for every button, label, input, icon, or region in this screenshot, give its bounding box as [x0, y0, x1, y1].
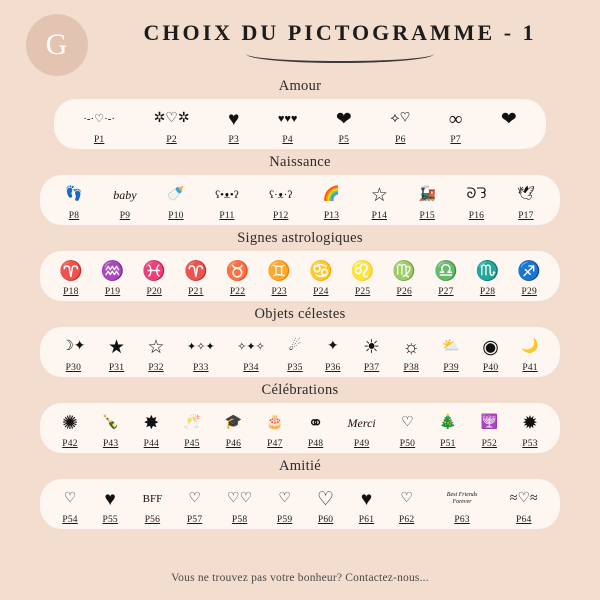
pictogram-item[interactable] — [134, 104, 209, 145]
pictogram-code: P55 — [102, 515, 118, 525]
pictogram-row — [40, 175, 560, 225]
pictogram-item[interactable] — [217, 256, 259, 297]
pictogram-code: P49 — [353, 439, 370, 449]
pictogram-item[interactable] — [336, 408, 388, 449]
logo-letter: G — [45, 28, 69, 61]
taurus-bull-icon: ♉ — [225, 260, 250, 282]
christmas-tree-icon: 🎄 — [439, 415, 457, 430]
pictogram-code: P17 — [518, 211, 534, 221]
twinkle-star-icon: ✦ — [326, 339, 339, 354]
pictogram-code: P45 — [184, 439, 200, 449]
pictogram-item[interactable] — [175, 484, 215, 525]
pictogram-code: P25 — [354, 287, 371, 297]
pictogram-item[interactable] — [50, 256, 92, 297]
pictogram-code: P27 — [438, 287, 454, 297]
pictogram-item[interactable] — [451, 180, 502, 221]
pictogram-item[interactable] — [300, 256, 342, 297]
champagne-bottle-popping-icon: 🍾 — [101, 415, 120, 430]
pictogram-code: P51 — [440, 439, 456, 449]
pictogram-code: P20 — [146, 287, 162, 297]
sparkler-fireworks-icon: ✸ — [143, 412, 160, 434]
pictogram-code: P34 — [243, 363, 259, 373]
leo-lion-icon: ♌ — [350, 260, 375, 282]
pictogram-item[interactable] — [296, 408, 336, 449]
pictogram-code: P6 — [395, 135, 406, 145]
pictogram-code: P35 — [287, 363, 303, 373]
pictogram-item[interactable] — [391, 332, 431, 373]
pictogram-item[interactable] — [98, 180, 152, 221]
pictogram-code: P32 — [148, 363, 164, 373]
star-outline-icon: ☆ — [370, 184, 388, 206]
pictogram-item[interactable] — [510, 408, 550, 449]
aries-symbol-icon: ♈ — [184, 260, 208, 282]
hands-forming-heart-icon: ♡ — [63, 491, 77, 506]
section-naissance — [0, 154, 600, 225]
merci-script-icon: Merci — [347, 416, 376, 430]
title-underline-swash — [246, 54, 434, 63]
pictogram-item[interactable] — [497, 484, 550, 525]
pictogram-code: P13 — [323, 211, 340, 221]
pictogram-item[interactable] — [131, 408, 171, 449]
teddy-bear-outline-icon: ʕ•ᴥ•ʔ — [215, 188, 239, 201]
pictogram-code: P36 — [325, 363, 341, 373]
pictogram-code: P29 — [521, 287, 537, 297]
pictogram-item[interactable] — [346, 484, 386, 525]
pictogram-item[interactable] — [308, 180, 356, 221]
sun-behind-cloud-icon: ⛅ — [442, 339, 460, 354]
best-friends-forever-script-icon: Best Friends Forever — [446, 492, 478, 505]
section-celebrations — [0, 382, 600, 453]
pictogram-row — [40, 403, 560, 453]
heart-in-circle-rays-icon: ✲♡✲ — [153, 111, 190, 126]
hands-holding-heart-icon: ♡ — [188, 491, 201, 506]
pictogram-row — [40, 251, 560, 301]
pictogram-item[interactable] — [469, 408, 510, 449]
pictogram-code: P53 — [522, 439, 538, 449]
pictogram-item[interactable] — [133, 256, 175, 297]
pictogram-code: P21 — [188, 287, 204, 297]
pictogram-item[interactable] — [403, 180, 451, 221]
pictogram-item[interactable] — [387, 484, 427, 525]
star-cluster-icon: ✦✧✦ — [187, 340, 215, 353]
pictogram-sections — [0, 78, 600, 534]
solid-heart-icon: ♥ — [228, 108, 240, 130]
pictogram-item[interactable] — [259, 104, 317, 145]
hands-with-heart-icon: ♡ — [400, 491, 413, 506]
pictogram-item[interactable] — [213, 408, 254, 449]
pictogram-code: P12 — [273, 211, 289, 221]
pictogram-code: P31 — [108, 363, 125, 373]
sparkles-icon: ✧✦✧ — [237, 340, 265, 353]
pictogram-item[interactable] — [254, 180, 308, 221]
header — [100, 20, 580, 63]
pictogram-code: P50 — [399, 439, 416, 449]
firework-spark-icon: ✹ — [522, 412, 538, 434]
section-title: Naissance — [269, 154, 331, 170]
rainbow-icon: 🌈 — [322, 187, 341, 202]
aries-ram-icon: ♈ — [59, 260, 83, 282]
pictogram-code: P26 — [396, 287, 412, 297]
pictogram-item[interactable] — [258, 256, 300, 297]
pictogram-item[interactable] — [305, 484, 347, 525]
page-title: CHOIX DU PICTOGRAMME - 1 — [143, 20, 537, 45]
pictogram-code: P7 — [450, 135, 461, 145]
pictogram-code: P43 — [102, 439, 119, 449]
radiant-heart-icon: ❤ — [500, 108, 517, 130]
pictogram-item[interactable] — [317, 104, 371, 145]
pictogram-code: P61 — [358, 515, 375, 525]
solid-heart-outline-icon: ♥ — [104, 488, 116, 510]
scorpio-scorpion-icon: ♏ — [475, 260, 500, 282]
heart-with-rays-icon: ♡ — [401, 415, 414, 430]
section-title: Signes astrologiques — [237, 230, 363, 246]
pictogram-item[interactable] — [254, 408, 295, 449]
pictogram-code: P59 — [276, 515, 293, 525]
sun-rays-icon: ☀ — [362, 336, 381, 358]
brand-logo — [26, 14, 88, 76]
hand-offering-heart-icon: ♡ — [278, 491, 291, 506]
pictogram-code: P57 — [186, 515, 203, 525]
pictogram-item[interactable] — [430, 104, 482, 145]
dove-bird-icon: 🕊 — [517, 187, 535, 202]
menorah-icon: 🕎 — [480, 415, 498, 430]
pictogram-item[interactable] — [265, 484, 305, 525]
pictogram-item[interactable] — [383, 256, 425, 297]
libra-scales-icon: ♎ — [434, 260, 458, 282]
bff-heart-icon: BFF — [142, 492, 163, 505]
pictogram-code: P56 — [144, 515, 161, 525]
pictogram-item[interactable] — [276, 332, 314, 373]
eye-sun-mandala-icon: ◉ — [482, 336, 499, 358]
wedding-rings-icon: ⚭ — [307, 412, 324, 434]
pictogram-code: P15 — [419, 211, 435, 221]
dotted-trail-heart-icon: ⟡♡ — [390, 111, 411, 126]
pictogram-code: P48 — [307, 439, 324, 449]
cat-whiskers-heart-icon: ≈♡≈ — [509, 491, 538, 506]
pictogram-item[interactable] — [176, 332, 226, 373]
pictogram-code: P62 — [398, 515, 415, 525]
pictogram-code: P40 — [482, 363, 499, 373]
pictogram-item[interactable] — [427, 484, 498, 525]
pictogram-item[interactable] — [388, 408, 427, 449]
pictogram-item[interactable] — [152, 180, 200, 221]
baby-footprints-icon: 👣 — [65, 187, 83, 202]
section-title: Amitié — [278, 458, 322, 474]
pictogram-item[interactable] — [471, 332, 510, 373]
pictogram-code: P10 — [168, 211, 184, 221]
pictogram-code: P3 — [228, 135, 239, 145]
pictogram-code: P38 — [403, 363, 419, 373]
aquarius-water-bearer-icon: ♒ — [100, 260, 125, 282]
heart-with-falling-hearts-icon: ♥♥♥ — [277, 112, 298, 125]
pictogram-code: P8 — [68, 211, 80, 221]
pictogram-code: P39 — [443, 363, 459, 373]
pictogram-code: P58 — [231, 515, 248, 525]
pictogram-item[interactable] — [482, 104, 536, 145]
footer-note: Vous ne trouvez pas votre bonheur? Contactez-nous... — [171, 572, 429, 584]
pictogram-item[interactable] — [209, 104, 259, 145]
crescent-moon-icon: 🌙 — [521, 339, 539, 354]
pictogram-item[interactable] — [352, 332, 392, 373]
dotted-line-hearts-icon: ·-·♡·-· — [83, 112, 116, 125]
pictogram-code: P42 — [62, 439, 78, 449]
pictogram-code: P2 — [166, 135, 177, 145]
pictogram-code: P9 — [119, 211, 131, 221]
heart-in-heart-icon: ♡ — [317, 488, 335, 510]
section-amour — [0, 78, 600, 149]
pictogram-item[interactable] — [130, 484, 174, 525]
pictogram-item[interactable] — [427, 408, 468, 449]
pictogram-item[interactable] — [508, 256, 550, 297]
pictogram-code: P4 — [282, 135, 293, 145]
pictogram-code: P23 — [271, 287, 287, 297]
graduation-cap-icon: 🎓 — [224, 415, 243, 430]
pictogram-code: P5 — [338, 135, 350, 145]
section-title: Amour — [278, 78, 322, 94]
pacifier-icon: 🍼 — [167, 187, 185, 202]
pictogram-item[interactable] — [431, 332, 471, 373]
pictogram-row — [40, 479, 560, 529]
pictogram-item[interactable] — [215, 484, 265, 525]
pisces-fish-icon: ♓ — [142, 260, 167, 282]
pictogram-code: P22 — [229, 287, 246, 297]
pictogram-code: P1 — [93, 135, 105, 145]
pictogram-code: P41 — [522, 363, 538, 373]
sagittarius-archer-icon: ♐ — [517, 260, 542, 282]
pictogram-code: P46 — [225, 439, 242, 449]
pictogram-item[interactable] — [510, 332, 550, 373]
pictogram-code: P30 — [65, 363, 82, 373]
pictogram-code: P11 — [219, 211, 235, 221]
section-title: Célébrations — [261, 382, 339, 398]
pictogram-row — [40, 327, 560, 377]
pictogram-item[interactable] — [314, 332, 352, 373]
toy-train-icon: 🚂 — [418, 187, 436, 202]
pictogram-item[interactable] — [50, 332, 97, 373]
pictogram-item[interactable] — [136, 332, 176, 373]
pictogram-code: P28 — [479, 287, 496, 297]
pictogram-item[interactable] — [97, 332, 137, 373]
pictogram-code: P18 — [63, 287, 79, 297]
pictogram-item[interactable] — [171, 408, 212, 449]
pictogram-item[interactable] — [90, 484, 130, 525]
double-heart-outline-icon: ♡♡ — [227, 491, 253, 506]
birthday-cake-icon: 🎂 — [266, 415, 284, 430]
pictogram-code: P52 — [481, 439, 497, 449]
pictogram-item[interactable] — [50, 484, 90, 525]
gemini-twins-icon: ♊ — [267, 260, 292, 282]
section-objets-celestes — [0, 306, 600, 377]
virgo-maiden-icon: ♍ — [392, 260, 417, 282]
pictogram-item[interactable] — [92, 256, 134, 297]
section-amitie — [0, 458, 600, 529]
pictogram-code: P60 — [317, 515, 334, 525]
clinking-glasses-icon: 🥂 — [183, 415, 201, 430]
pictogram-code: P16 — [468, 211, 485, 221]
pictogram-code: P14 — [371, 211, 388, 221]
pictogram-item[interactable] — [371, 104, 430, 145]
fingerprint-heart-icon: ❤ — [335, 108, 352, 130]
section-title: Objets célestes — [254, 306, 346, 322]
pictogram-item[interactable] — [356, 180, 404, 221]
pictogram-code: P24 — [313, 287, 329, 297]
pictogram-item[interactable] — [226, 332, 276, 373]
outline-star-icon: ☆ — [147, 336, 165, 358]
pictogram-item[interactable] — [50, 408, 90, 449]
sun-outline-icon: ☼ — [402, 336, 420, 358]
section-signes-astrologiques — [0, 230, 600, 301]
baby-word-script-icon: baby — [113, 188, 137, 202]
pictogram-code: P44 — [143, 439, 160, 449]
pictogram-code: P54 — [62, 515, 78, 525]
pictogram-item[interactable] — [467, 256, 509, 297]
pictogram-code: P47 — [267, 439, 283, 449]
solid-star-icon: ★ — [107, 336, 126, 358]
pictogram-code: P63 — [454, 515, 470, 525]
pictogram-code: P33 — [193, 363, 209, 373]
pictogram-item[interactable] — [64, 104, 134, 145]
pictogram-item[interactable] — [200, 180, 254, 221]
crescent-moon-stars-icon: ☽✦ — [61, 339, 86, 354]
firework-burst-icon: ✺ — [62, 412, 78, 434]
pictogram-item[interactable] — [90, 408, 131, 449]
pictogram-row — [54, 99, 546, 149]
cancer-crab-icon: ♋ — [309, 260, 333, 282]
pictogram-item[interactable] — [425, 256, 467, 297]
pictogram-item[interactable] — [175, 256, 217, 297]
dotted-heart-icon: ♥ — [360, 488, 373, 510]
pictogram-item[interactable] — [502, 180, 550, 221]
bear-face-icon: ʕ·ᴥ·ʔ — [269, 188, 293, 201]
pictogram-item[interactable] — [50, 180, 98, 221]
pictogram-code: P64 — [516, 515, 532, 525]
shooting-star-icon: ☄ — [288, 339, 302, 354]
pictogram-code: P37 — [363, 363, 380, 373]
angel-wings-icon: ᘐᘊ — [466, 187, 487, 202]
pictogram-code: P19 — [104, 287, 121, 297]
pictogram-item[interactable] — [342, 256, 384, 297]
infinity-symbol-icon: ∞ — [448, 108, 463, 130]
